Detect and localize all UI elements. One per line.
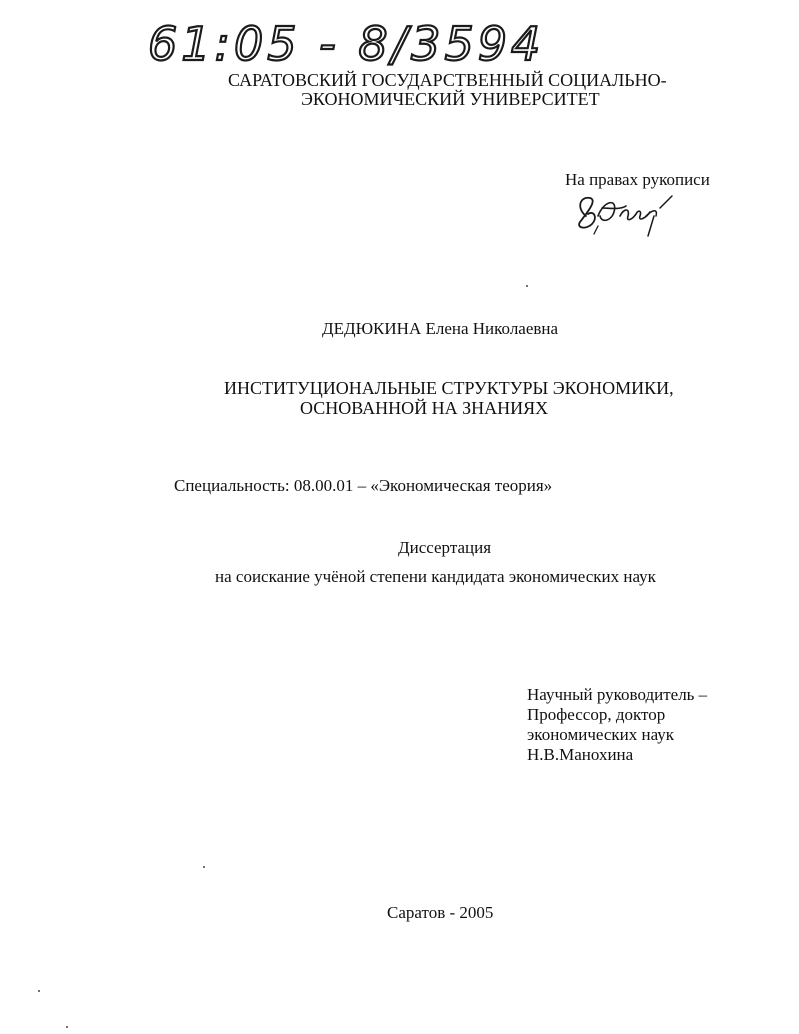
author-name: ДЕДЮКИНА Елена Николаевна xyxy=(322,319,559,338)
university-name-line2: ЭКОНОМИЧЕСКИЙ УНИВЕРСИТЕТ xyxy=(301,89,600,109)
handwritten-archive-code xyxy=(146,8,556,72)
degree-line: на соискание учёной степени кандидата экономических наук xyxy=(215,567,656,586)
supervisor-line1: Научный руководитель – xyxy=(527,685,708,704)
dissertation-title-line2: ОСНОВАННОЙ НА ЗНАНИЯХ xyxy=(300,398,549,418)
university-name-line1: САРАТОВСКИЙ ГОСУДАРСТВЕННЫЙ СОЦИАЛЬНО- xyxy=(228,70,667,90)
supervisor-line4: Н.В.Манохина xyxy=(527,745,634,764)
supervisor-line3: экономических наук xyxy=(527,725,675,744)
document-type: Диссертация xyxy=(398,538,492,557)
manuscript-rights-label: На правах рукописи xyxy=(565,170,710,189)
place-and-year: Саратов - 2005 xyxy=(387,903,494,922)
scan-speck xyxy=(66,1026,68,1028)
supervisor-line2: Профессор, доктор xyxy=(527,705,666,724)
signature-image xyxy=(568,186,678,242)
scan-speck xyxy=(38,990,40,992)
dissertation-title-line1: ИНСТИТУЦИОНАЛЬНЫЕ СТРУКТУРЫ ЭКОНОМИКИ, xyxy=(224,378,674,398)
scan-speck xyxy=(203,866,205,868)
archive-code-text: 61:05 - 8/3594 xyxy=(148,17,545,71)
specialty-line: Специальность: 08.00.01 – «Экономическая теория» xyxy=(174,476,553,495)
scan-speck xyxy=(526,285,528,287)
